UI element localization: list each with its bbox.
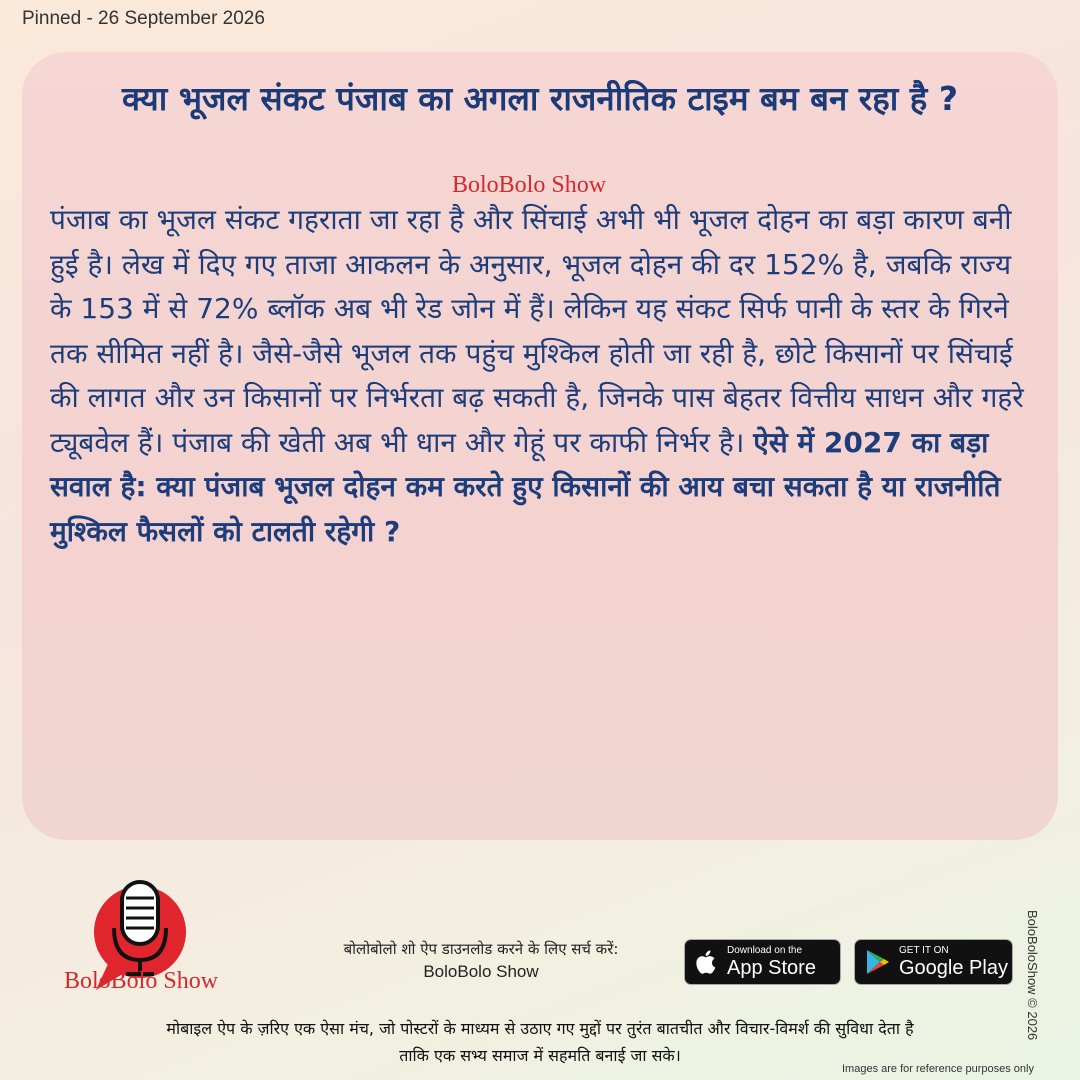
copyright-text: BoloBoloShow © 2026 <box>1025 910 1040 1041</box>
search-instruction: बोलोबोलो शो ऐप डाउनलोड करने के लिए सर्च करें: <box>343 940 619 958</box>
brand-watermark: BoloBolo Show <box>452 172 607 198</box>
disclaimer-text: Images are for reference purposes only <box>842 1063 1034 1075</box>
app-store-small-label: Download on the <box>727 945 803 956</box>
post-body <box>50 198 1035 554</box>
google-play-icon <box>865 948 891 976</box>
footer-line-1: मोबाइल ऐप के ज़रिए एक ऐसा मंच, जो पोस्टरों के माध्यम से उठाए गए मुद्दों पर तुरंत बातचीत और विचार-विमर्श की सुविधा देता है <box>166 1019 914 1038</box>
search-app-name: BoloBolo Show <box>423 962 539 981</box>
footer-line-2: ताकि एक सभ्य समाज में सहमति बनाई जा सके। <box>399 1046 681 1065</box>
post-body-text: पंजाब का भूजल संकट गहराता जा रहा है और सिंचाई अभी भी भूजल दोहन का बड़ा कारण बनी हुई है। लेख में दिए गए ताजा आकलन के अनुसार, भूजल दोहन की दर 152% है, जबकि राज्य के 153 में से 72% ब्लॉक अब भी रेड जोन में हैं। लेकिन यह संकट सिर्फ पानी के स्तर के गिरने तक सीमित नहीं है। जैसे-जैसे भूजल तक पहुंच मुश्किल होती जा रही है, छोटे किसानों पर सिंचाई की लागत और उन किसानों पर निर्भरता बढ़ सकती है, जिनके पास बेहतर वित्तीय साधन और गहरे ट्यूबवेल हैं। पंजाब की खेती अब भी धान और गेहूं पर काफी निर्भर है। <box>50 203 1024 459</box>
footer-text <box>40 1015 1040 1069</box>
apple-icon <box>695 948 719 976</box>
pinned-date: Pinned - 26 September 2026 <box>22 8 265 29</box>
app-store-label: App Store <box>727 957 816 979</box>
google-play-button[interactable] <box>854 939 1013 985</box>
google-play-label: Google Play <box>899 957 1008 979</box>
post-question: ऐसे में 2027 का बड़ा सवाल है: क्या पंजाब भूजल दोहन कम करते हुए किसानों की आय बचा सकता है या राजनीति मुश्किल फैसलों को टालती रहेगी ? <box>50 425 1001 548</box>
post-title: क्या भूजल संकट पंजाब का अगला राजनीतिक टाइम बम बन रहा है ? <box>122 79 958 118</box>
app-store-button[interactable] <box>684 939 841 985</box>
brand-name: BoloBolo Show <box>64 968 219 994</box>
google-play-small-label: GET IT ON <box>899 945 949 956</box>
